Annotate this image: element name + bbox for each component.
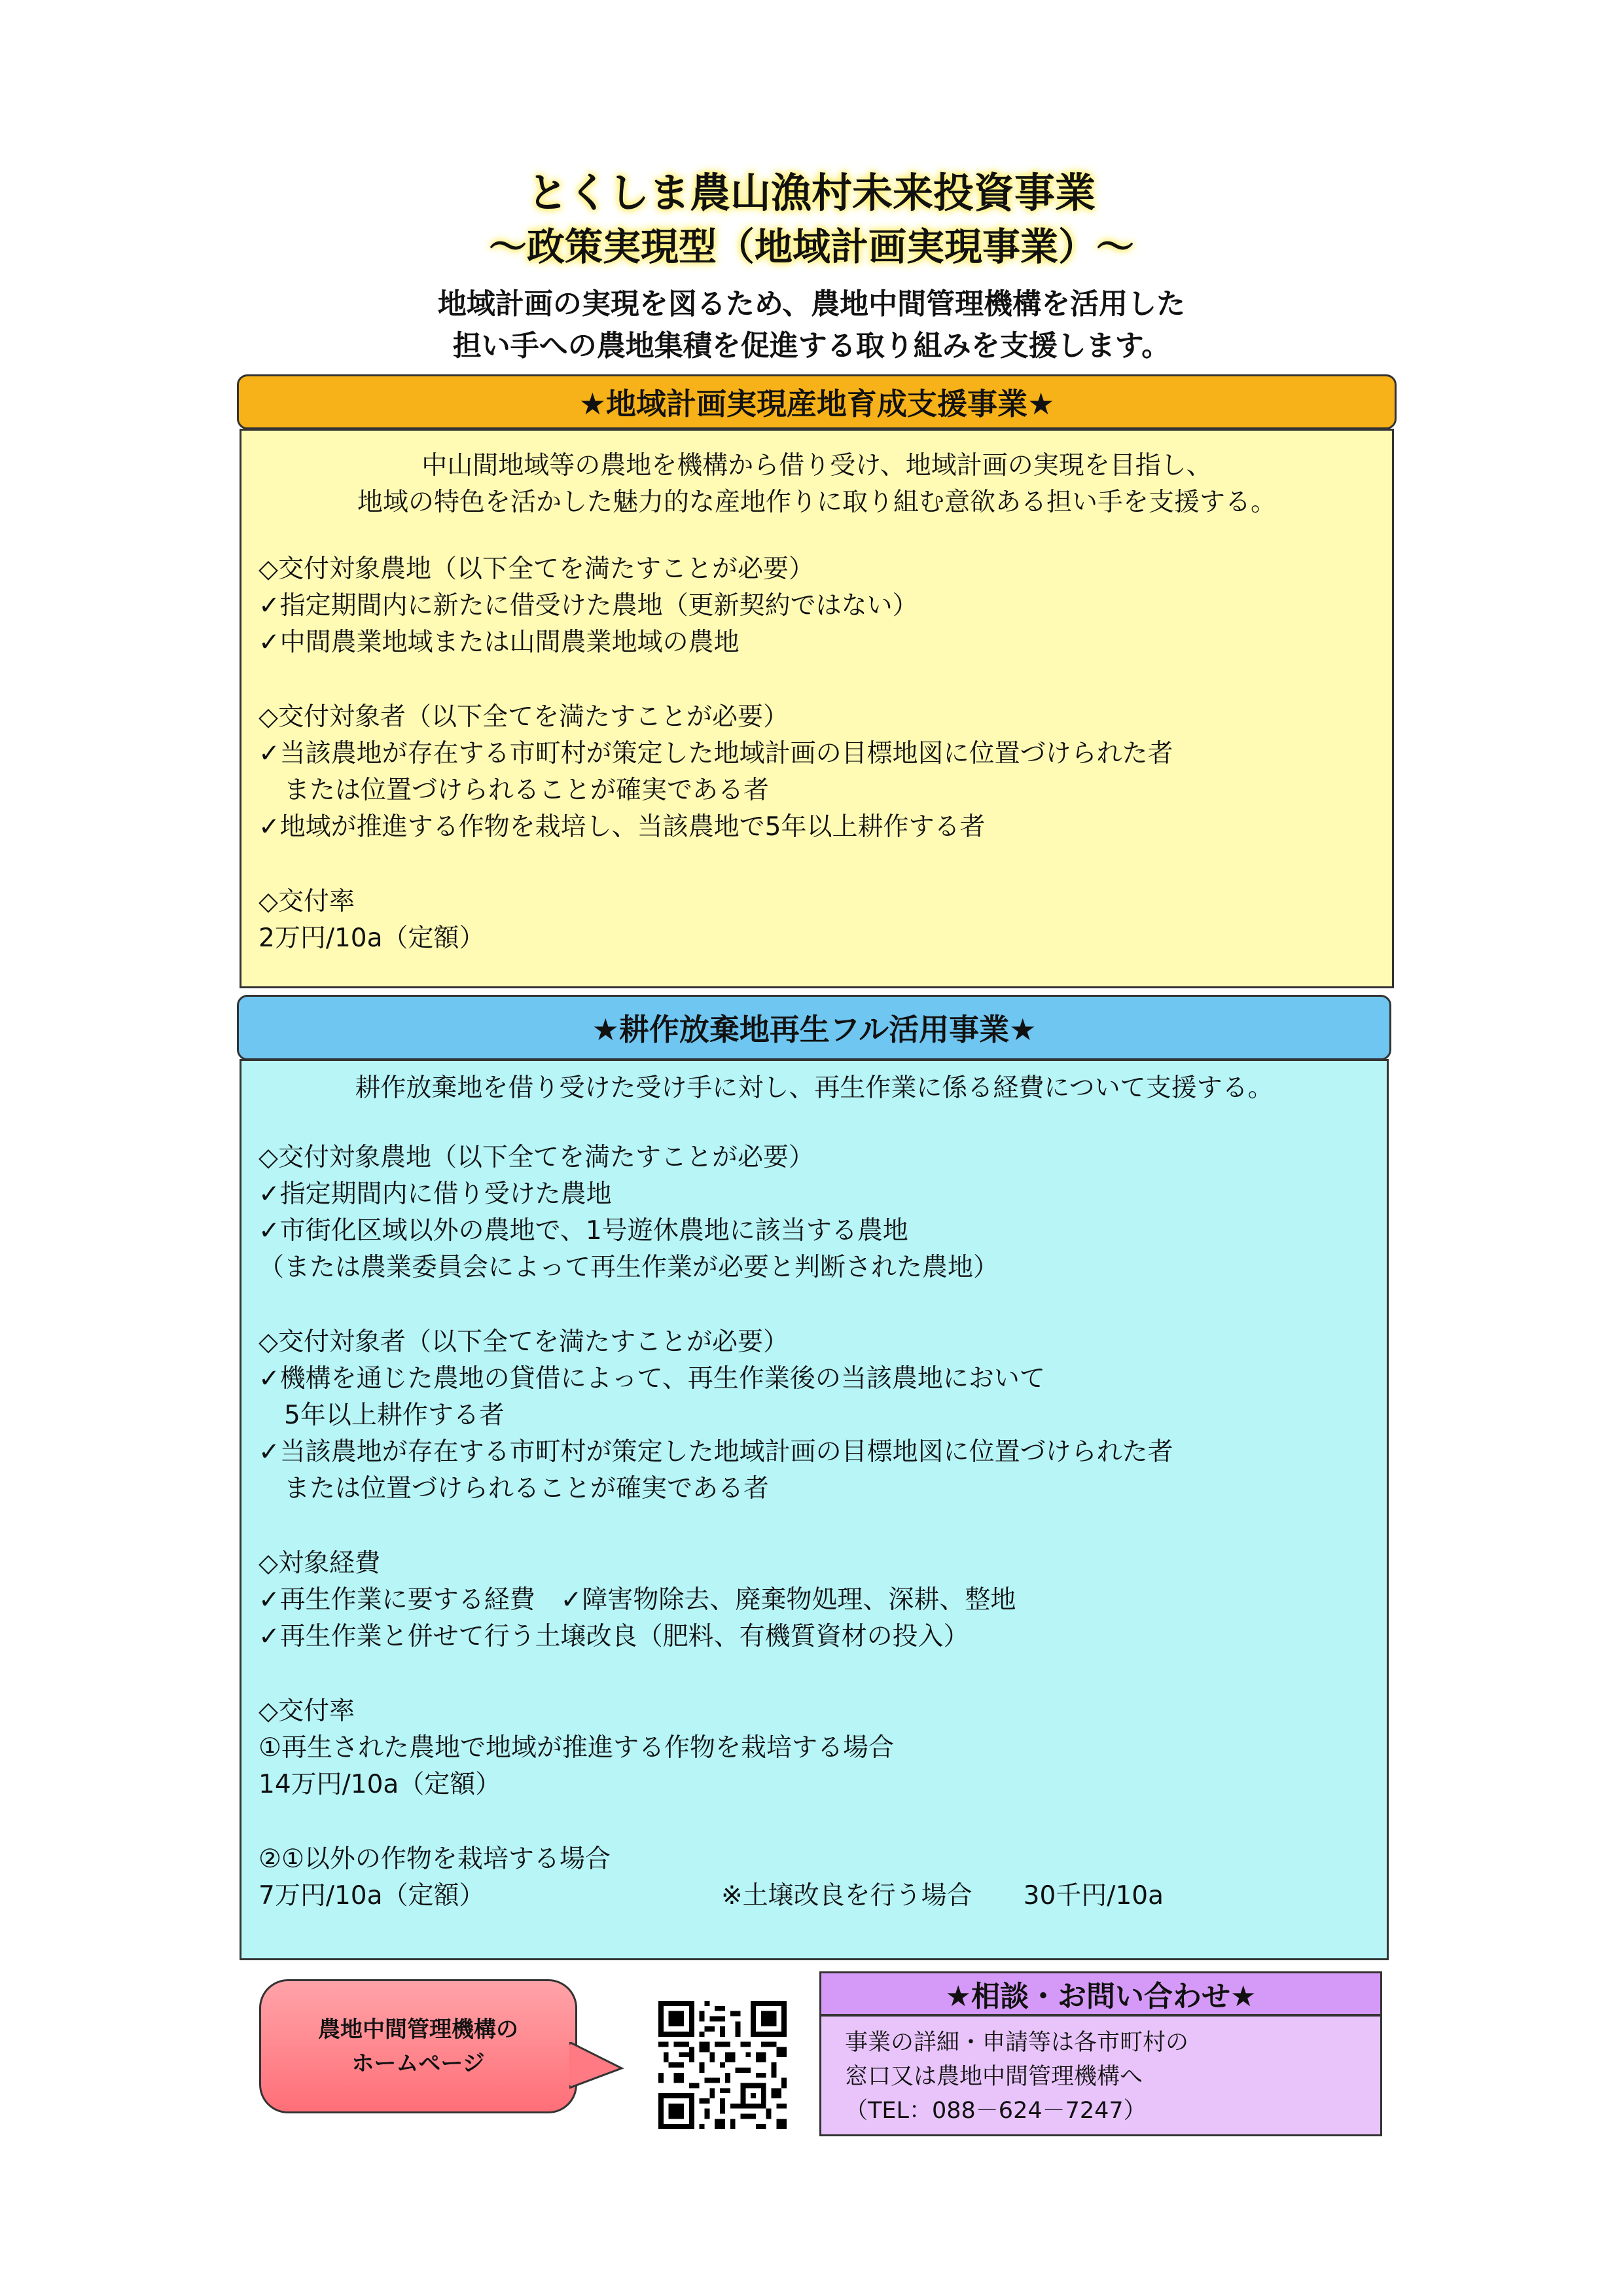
section2-person-heading: ◇交付対象者（以下全てを満たすことが必要） — [259, 1327, 789, 1357]
section2-header — [237, 995, 1391, 1060]
section1-title: ★地域計画実現産地育成支援事業★ — [579, 386, 1055, 422]
section2-land-item: ✓指定期間内に借り受けた農地 — [259, 1179, 612, 1209]
homepage-bubble-line-2: ホームページ — [351, 2050, 485, 2077]
contact-body — [819, 2015, 1382, 2136]
section2-land-heading: ◇交付対象農地（以下全てを満たすことが必要） — [259, 1143, 814, 1172]
section1-rate-heading: ◇交付率 — [259, 887, 355, 916]
section2-rate-case1-value: 14万円/10a（定額） — [259, 1770, 501, 1799]
section2-person-item: ✓当該農地が存在する市町村が策定した地域計画の目標地図に位置づけられた者 — [259, 1437, 1173, 1467]
section1-desc-1: 中山間地域等の農地を機構から借り受け、地域計画の実現を目指し、 — [421, 451, 1212, 480]
section2-desc: 耕作放棄地を借り受けた受け手に対し、再生作業に係る経費について支援する。 — [355, 1073, 1274, 1103]
contact-line-2: 窓口又は農地中間管理機構へ — [845, 2064, 1143, 2090]
section2-cost-heading: ◇対象経費 — [259, 1549, 380, 1578]
section2-title: ★耕作放棄地再生フル活用事業★ — [592, 1012, 1037, 1047]
section2-cost-item: ✓再生作業に要する経費 ✓障害物除去、廃棄物処理、深耕、整地 — [259, 1585, 1016, 1615]
page-title: とくしま農山漁村未来投資事業 — [527, 169, 1096, 217]
homepage-bubble-line-1: 農地中間管理機構の — [318, 2016, 518, 2043]
section1-land-item: ✓指定期間内に新たに借受けた農地（更新契約ではない） — [259, 591, 918, 620]
intro-line-2: 担い手への農地集積を促進する取り組みを支援します。 — [452, 329, 1171, 363]
section2-cost-item: ✓再生作業と併せて行う土壌改良（肥料、有機質資材の投入） — [259, 1622, 969, 1651]
section1-person-heading: ◇交付対象者（以下全てを満たすことが必要） — [259, 702, 789, 732]
section1-person-item: または位置づけられることが確実である者 — [259, 776, 770, 805]
section1-person-item: ✓当該農地が存在する市町村が策定した地域計画の目標地図に位置づけられた者 — [259, 739, 1173, 768]
page-subtitle: ～政策実現型（地域計画実現事業）～ — [488, 224, 1134, 269]
section2-rate-note: ※土壌改良を行う場合 30千円/10a — [721, 1881, 1164, 1910]
contact-line-1: 事業の詳細・申請等は各市町村の — [845, 2030, 1189, 2056]
section1-desc-2: 地域の特色を活かした魅力的な産地作りに取り組む意欲ある担い手を支援する。 — [357, 488, 1276, 517]
bubble-tail-icon — [569, 2042, 628, 2094]
contact-title: ★相談・お問い合わせ★ — [945, 1980, 1257, 2013]
section1-rate-value: 2万円/10a（定額） — [259, 924, 485, 953]
section1-land-item: ✓中間農業地域または山間農業地域の農地 — [259, 628, 740, 657]
section2-rate-case2: ②①以外の作物を栽培する場合 — [259, 1844, 611, 1874]
section1-body — [240, 429, 1394, 988]
contact-header — [819, 1971, 1382, 2016]
section2-person-item: ✓機構を通じた農地の貸借によって、再生作業後の当該農地において — [259, 1364, 1045, 1393]
section2-rate-heading: ◇交付率 — [259, 1696, 355, 1726]
section2-rate-case2-value: 7万円/10a（定額） — [259, 1881, 485, 1910]
section2-land-item: ✓市街化区域以外の農地で、1号遊休農地に該当する農地 — [259, 1216, 908, 1246]
qr-code-icon[interactable] — [658, 2001, 787, 2129]
section2-body — [240, 1059, 1389, 1960]
section2-land-item: （または農業委員会によって再生作業が必要と判断された農地） — [259, 1253, 999, 1282]
section2-person-item: または位置づけられることが確実である者 — [259, 1474, 770, 1503]
contact-phone[interactable]: （TEL：088－624－7247） — [845, 2098, 1147, 2124]
section1-land-heading: ◇交付対象農地（以下全てを満たすことが必要） — [259, 554, 814, 584]
section2-person-item: 5年以上耕作する者 — [259, 1401, 505, 1430]
homepage-link-bubble[interactable] — [259, 1979, 577, 2113]
section1-header — [237, 374, 1397, 429]
section2-rate-case1: ①再生された農地で地域が推進する作物を栽培する場合 — [259, 1733, 894, 1763]
section1-person-item: ✓地域が推進する作物を栽培し、当該農地で5年以上耕作する者 — [259, 812, 986, 842]
intro-line-1: 地域計画の実現を図るため、農地中間管理機構を活用した — [437, 287, 1186, 321]
